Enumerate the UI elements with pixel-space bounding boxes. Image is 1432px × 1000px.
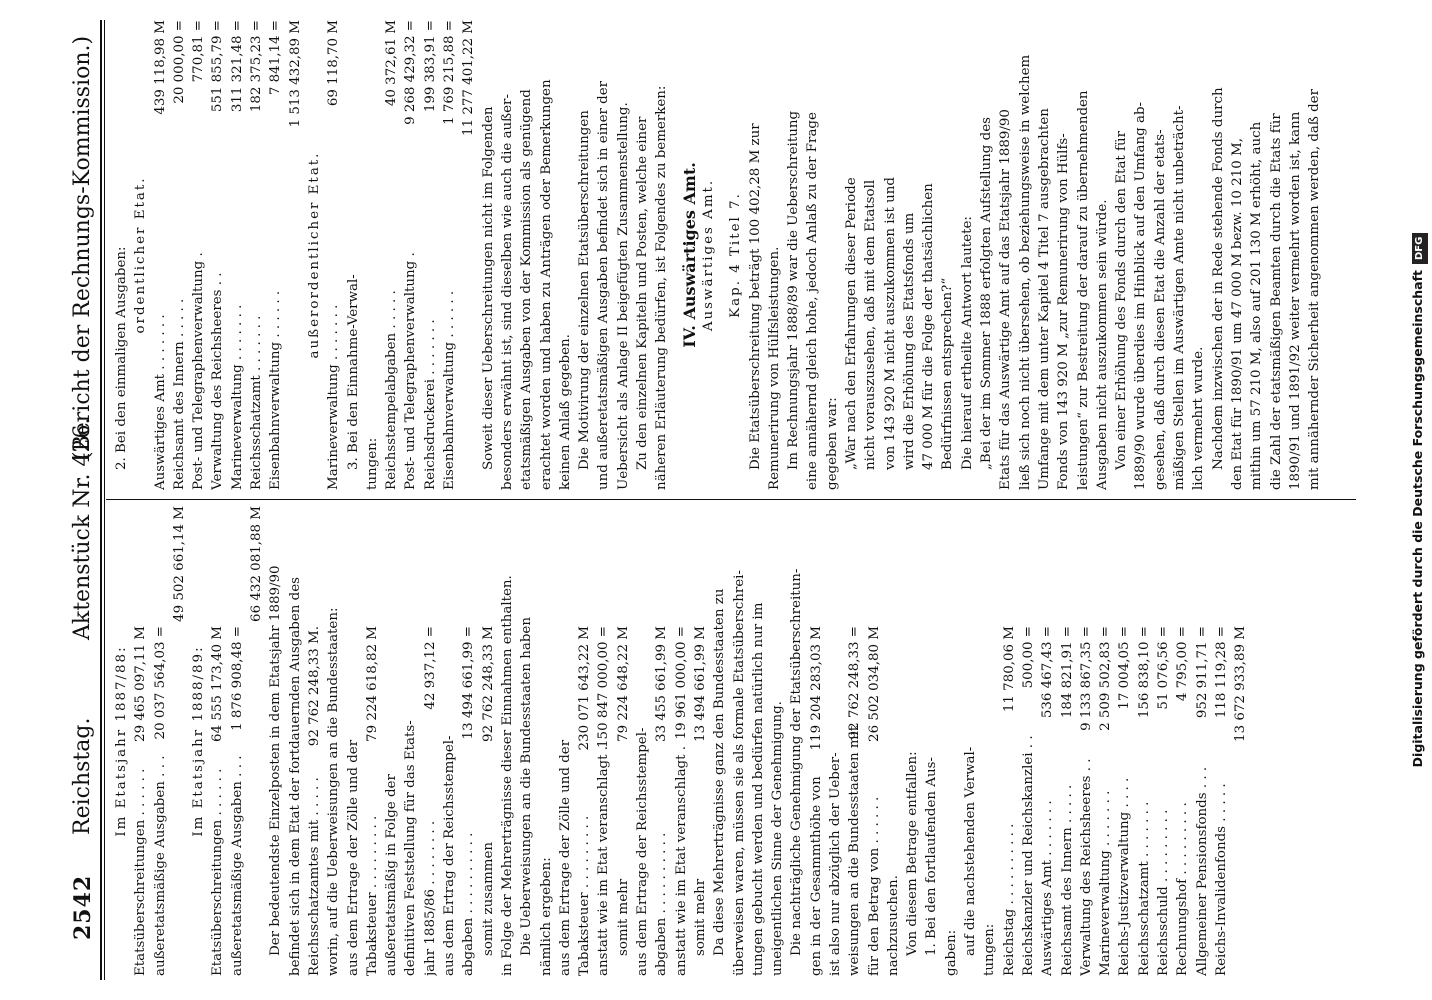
paragraph-line bbox=[1209, 20, 1228, 490]
row-amount: 4 795,00 = bbox=[1175, 626, 1191, 702]
section-heading bbox=[189, 506, 208, 976]
row-amount: 1 876 908,48 = bbox=[228, 626, 247, 731]
row-amount: 92 762 248,33 M. bbox=[306, 626, 322, 747]
row-label: Reichsschatzamt . . . . . . . bbox=[1136, 801, 1152, 976]
row-label: Etatsüberschreitungen . . . . . . bbox=[210, 768, 226, 976]
spacer bbox=[672, 20, 680, 490]
paragraph-line bbox=[900, 20, 919, 490]
row-label: Reichsdruckerei . . . . . . . bbox=[422, 319, 438, 490]
text-line bbox=[1035, 20, 1054, 490]
paragraph-line bbox=[842, 20, 861, 490]
text-line-text: Ausgaben nicht auszukommen sein würde. bbox=[1094, 199, 1110, 490]
paragraph-line bbox=[977, 20, 996, 490]
text-line bbox=[498, 506, 517, 976]
paragraph-line-text: Soweit dieser Ueberschreitungen nicht im Folgenden bbox=[480, 106, 496, 470]
text-line bbox=[517, 20, 536, 490]
left-column bbox=[112, 506, 1251, 976]
text-line bbox=[594, 20, 613, 490]
table-row bbox=[189, 20, 208, 490]
paragraph-line-text: Die Motivirung der einzelnen Etatsüberschreitungen bbox=[577, 110, 593, 470]
row-label: Reichsamt des Innern . . . . . bbox=[1059, 784, 1075, 976]
row-total: 1 769 215,88 = bbox=[440, 20, 459, 125]
row-label: somit mehr bbox=[615, 878, 631, 956]
text-line bbox=[537, 506, 556, 976]
text-line-text: 1889/90 wurde überdies im Hinblick auf den Umfang ab- bbox=[1133, 101, 1149, 490]
table-row bbox=[691, 506, 710, 976]
row-amount: 952 911,71 = bbox=[1194, 626, 1210, 719]
paragraph-line bbox=[1112, 20, 1131, 490]
table-row bbox=[363, 506, 382, 976]
text-line bbox=[823, 20, 842, 490]
text-line bbox=[440, 506, 459, 976]
table-row bbox=[170, 506, 189, 976]
text-line bbox=[498, 20, 517, 490]
header-title: (Bericht der Rechnungs-Kommission.) bbox=[70, 35, 95, 460]
row-amount: 536 467,43 = bbox=[1040, 626, 1056, 719]
table-row bbox=[1212, 506, 1231, 976]
row-amount: 33 455 661,99 M bbox=[654, 626, 670, 742]
table-row bbox=[247, 20, 266, 490]
table-row bbox=[826, 506, 845, 976]
text-line bbox=[556, 506, 575, 976]
row-label: Marineverwaltung . . . . . . . bbox=[1098, 790, 1114, 976]
text-line-text: außeretatsmäßig in Folge der bbox=[384, 774, 400, 976]
row-label: weisungen an die Bundesstaaten mit bbox=[847, 725, 863, 976]
row-label: Post- und Telegraphenverwaltung . bbox=[191, 252, 207, 490]
row-amount: 13 494 661,99 M bbox=[692, 626, 708, 742]
right-column bbox=[112, 20, 1324, 490]
table-row bbox=[614, 506, 633, 976]
paragraph-line-text: 1. Bei den fortlaufenden Aus- bbox=[924, 757, 940, 956]
section-heading bbox=[726, 20, 745, 490]
text-line-text: gesehen, daß durch diesen Etat die Anzahl der etats- bbox=[1152, 129, 1168, 490]
table-row bbox=[208, 20, 227, 490]
row-label: Marineverwaltung . . . . . . . bbox=[326, 304, 342, 490]
paragraph-line-text: 2. Bei den einmaligen Ausgaben: bbox=[114, 246, 129, 470]
row-total: 40 372,61 M bbox=[384, 20, 400, 107]
row-amount: 11 780,06 M bbox=[1001, 626, 1017, 713]
row-label: Rechnungshof . . . . . . . . . bbox=[1175, 802, 1191, 976]
row-amount: 79 224 618,82 M bbox=[364, 626, 380, 742]
text-line-text: besonders erwähnt ist, sind dieselben wie auch die außer- bbox=[499, 94, 515, 490]
row-label: Marineverwaltung . . . . . . . bbox=[229, 304, 245, 490]
row-amount: 13 672 933,89 M bbox=[1233, 626, 1249, 742]
paragraph-line-text: Die hierauf ertheilte Antwort lautete: bbox=[959, 216, 975, 470]
paragraph-line-text: nicht vorauszusehen, daß mit dem Etatsoll bbox=[863, 179, 879, 470]
row-total: 199 383,91 = bbox=[422, 20, 438, 113]
text-line-text: Uebersicht als Anlage II beigefügten Zusammenstellung. bbox=[615, 102, 631, 490]
row-label: Etatsüberschreitungen . . . . . . bbox=[133, 768, 149, 976]
text-line bbox=[344, 506, 363, 976]
paragraph-line bbox=[479, 20, 498, 490]
paragraph-line bbox=[344, 20, 363, 490]
text-line-text: befindet sich in dem Etat der fortdauernden Ausgaben des bbox=[287, 576, 303, 976]
text-line-text: nachzusuchen. bbox=[885, 875, 901, 976]
text-line-text: tungen gebucht werden und bedürfen natürlich nur im bbox=[750, 602, 766, 976]
row-amount: 20 037 564,03 = bbox=[151, 626, 170, 739]
paragraph-line-text: Von diesem Betrage entfallen: bbox=[905, 751, 921, 956]
text-line-text: aus dem Ertrag der Reichsstempel- bbox=[442, 735, 458, 976]
text-line-text: mit annähernder Sicherheit angenommen werden, daß der bbox=[1307, 89, 1323, 490]
text-line-text: ließ sich noch nicht übersehen, ob beziehungsweise in welchem bbox=[1017, 54, 1033, 490]
text-line-text: etatsmäßigen Ausgaben von der Kommission als genügend bbox=[519, 89, 535, 490]
table-row bbox=[266, 20, 285, 490]
table-row bbox=[459, 506, 478, 976]
table-row bbox=[807, 506, 826, 976]
row-label: Reichs-Justizverwaltung . . . . bbox=[1117, 777, 1133, 976]
row-total: 770,81 = bbox=[191, 20, 207, 83]
text-line bbox=[556, 20, 575, 490]
paragraph-line bbox=[266, 506, 285, 976]
text-line-text: Etats für das Auswärtige Amt auf das Etatsjahr 1889/90 bbox=[998, 109, 1014, 490]
row-label: außeretatsmäßige Ausgaben . . . bbox=[152, 755, 168, 976]
text-line-text: mithin um 57 210 M, also auf 201 130 M erhöht, auch bbox=[1249, 121, 1265, 490]
row-amount: 51 076,56 = bbox=[1156, 626, 1172, 710]
paragraph-line bbox=[633, 20, 652, 490]
section-heading bbox=[305, 20, 324, 490]
text-line-text: leistungen“ zur Bestreitung der darauf zu übernehmenden bbox=[1075, 90, 1091, 490]
header-rule-thin bbox=[104, 20, 105, 980]
text-line-text: erachtet worden und haben zu Anträgen oder Bemerkungen bbox=[538, 79, 554, 490]
table-row bbox=[865, 506, 884, 976]
text-line bbox=[1247, 20, 1266, 490]
row-amount: 92 762 248,33 = bbox=[845, 626, 864, 739]
row-amount: 92 762 248,33 M bbox=[480, 626, 496, 742]
paragraph-line-text: wird die Erhöhung des Etatsfonds um bbox=[901, 212, 917, 470]
text-line-text: überweisen waren, müssen sie als formale Etatsüberschrei- bbox=[731, 570, 747, 976]
paragraph-line-text: Die Ueberweisungen an die Bundesstaaten haben bbox=[519, 617, 535, 956]
table-row bbox=[1135, 506, 1154, 976]
row-amount: 26 502 034,80 M bbox=[866, 626, 882, 742]
table-row bbox=[1173, 506, 1192, 976]
row-label: Post- und Telegraphenverwaltung . bbox=[403, 252, 419, 490]
paragraph-line-text: von 143 920 M nicht auszukommen ist und bbox=[882, 177, 898, 470]
row-amount: 230 071 643,22 M bbox=[577, 626, 593, 751]
text-line-text: tungen: bbox=[982, 923, 998, 976]
paragraph-line bbox=[938, 20, 957, 490]
text-line-text: näheren Erläuterung bedürfen, ist Folgendes zu bemerken: bbox=[654, 85, 670, 490]
paragraph-line bbox=[787, 506, 806, 976]
row-label: Allgemeiner Pensionsfonds . . . bbox=[1194, 766, 1210, 976]
row-total: 11 277 401,22 M bbox=[461, 20, 477, 136]
row-amount: 150 847 000,00 = bbox=[594, 626, 613, 748]
row-total: 66 432 081,88 M bbox=[249, 506, 265, 622]
row-label: Verwaltung des Reichsheeres . . bbox=[210, 272, 226, 490]
row-total: 311 321,48 = bbox=[229, 20, 245, 113]
text-line bbox=[363, 20, 382, 490]
paragraph-line bbox=[958, 20, 977, 490]
text-line-text: lich vermehrt wurde. bbox=[1191, 346, 1207, 490]
row-label: Tabaksteuer . . . . . . . . . bbox=[364, 815, 380, 976]
paragraph-line-text: auf die nachstehenden Verwal- bbox=[963, 746, 979, 956]
text-line-text: gaben: bbox=[943, 929, 959, 976]
text-line bbox=[1305, 20, 1324, 490]
text-line-text: aus dem Ertrage der Zölle und der bbox=[345, 739, 361, 976]
text-line bbox=[980, 506, 999, 976]
table-row bbox=[1231, 506, 1250, 976]
row-label: somit zusammen bbox=[480, 841, 496, 956]
row-label: Eisenbahnverwaltung . . . . . . bbox=[442, 290, 458, 490]
row-label: Reichsschuld . . . . . . . . . bbox=[1156, 809, 1172, 976]
paragraph-line bbox=[710, 506, 729, 976]
paragraph-line bbox=[784, 20, 803, 490]
row-label: anstatt wie im Etat veranschlagt . bbox=[673, 745, 689, 976]
table-row bbox=[1038, 506, 1057, 976]
row-label: Auswärtiges Amt . . . . . . . bbox=[152, 314, 168, 490]
text-line bbox=[1228, 20, 1247, 490]
paragraph-line bbox=[746, 20, 765, 490]
column-divider bbox=[106, 499, 1356, 500]
text-line bbox=[286, 506, 305, 976]
table-row bbox=[1000, 506, 1019, 976]
row-label: Tabaksteuer . . . . . . . . . bbox=[577, 815, 593, 976]
row-amount: 118 119,28 = bbox=[1212, 626, 1231, 718]
page-number: 2542 bbox=[70, 874, 96, 940]
text-line-text: mäßigen Stellen im Auswärtigen Amte nicht unbeträcht- bbox=[1172, 105, 1188, 490]
text-line-text: uneigentlichen Sinne der Genehmigung. bbox=[770, 701, 786, 976]
table-row bbox=[421, 20, 440, 490]
row-amount: 9 133 867,35 = bbox=[1078, 626, 1094, 731]
table-row bbox=[286, 20, 305, 490]
paragraph-line bbox=[861, 20, 880, 490]
row-label: somit mehr bbox=[692, 878, 708, 956]
paragraph-line-text: Die Etatsüberschreitung beträgt 100 402,28 M zur bbox=[747, 123, 763, 470]
text-line bbox=[1170, 20, 1189, 490]
row-total: 20 000,00 = bbox=[171, 20, 187, 104]
text-line-text: definitiven Feststellung für das Etats- bbox=[403, 720, 419, 976]
row-label: Auswärtiges Amt . . . . . . . bbox=[1040, 800, 1056, 976]
table-row bbox=[652, 506, 671, 976]
paragraph-line bbox=[517, 506, 536, 976]
row-amount: 29 465 097,11 M bbox=[133, 626, 149, 742]
text-line-text: Remunerirung von Hülfsleistungen. bbox=[766, 246, 782, 490]
row-total: 69 118,70 M bbox=[326, 20, 342, 107]
text-line bbox=[730, 506, 749, 976]
text-line-text: die Zahl der etatsmäßigen Beamten durch die Etats für bbox=[1268, 113, 1284, 490]
text-line bbox=[1189, 20, 1208, 490]
row-amount: 42 937,12 = bbox=[422, 626, 438, 710]
table-row bbox=[421, 506, 440, 976]
text-line bbox=[1093, 20, 1112, 490]
table-row bbox=[459, 20, 478, 490]
row-label: abgaben . . . . . . . . . . bbox=[654, 832, 670, 976]
section-heading-text: Im Etatsjahr 1888/89: bbox=[191, 645, 207, 837]
row-label: Reichsamt des Innern . . . . . bbox=[171, 298, 187, 490]
text-line bbox=[1074, 20, 1093, 490]
text-line bbox=[942, 506, 961, 976]
row-label: Reichsschatzamt . . . . . . . bbox=[249, 315, 265, 490]
section-heading-text: Im Etatsjahr 1887/88: bbox=[114, 645, 129, 837]
row-total: 182 375,23 = bbox=[249, 20, 265, 113]
header-reichstag: Reichstag. bbox=[70, 717, 95, 835]
row-amount: 156 838,10 = bbox=[1136, 626, 1152, 719]
paragraph-line bbox=[922, 506, 941, 976]
table-row bbox=[845, 506, 864, 976]
text-line bbox=[382, 506, 401, 976]
table-row bbox=[131, 506, 150, 976]
row-total: 439 118,98 M bbox=[152, 20, 168, 115]
row-label: Verwaltung des Reichsheeres . . bbox=[1078, 758, 1094, 976]
row-label: Eisenbahnverwaltung . . . . . . bbox=[268, 290, 284, 490]
text-line bbox=[1131, 20, 1150, 490]
row-amount: 19 961 000,00 = bbox=[672, 626, 691, 739]
table-row bbox=[594, 506, 613, 976]
row-label: Reichsstempelabgaben . . . . . bbox=[384, 290, 400, 490]
section-heading-text: ordentlicher Etat. bbox=[133, 176, 149, 334]
row-label: ist also nur abzüglich der Ueber- bbox=[827, 752, 843, 976]
text-line bbox=[1267, 20, 1286, 490]
text-line bbox=[749, 506, 768, 976]
paragraph-line-text: Da diese Mehrerträgnisse ganz den Bundesstaaten zu bbox=[712, 588, 728, 956]
row-amount: 79 224 648,22 M bbox=[615, 626, 631, 742]
row-total: 551 855,79 = bbox=[210, 20, 226, 113]
row-label: außeretatsmäßige Ausgaben . . . bbox=[229, 755, 245, 976]
row-label: anstatt wie im Etat veranschlagt . bbox=[596, 745, 612, 976]
table-row bbox=[170, 20, 189, 490]
paragraph-line bbox=[575, 20, 594, 490]
row-label: Reichskanzler und Reichskanzlei . . bbox=[1020, 735, 1036, 976]
spacer bbox=[718, 20, 726, 490]
table-row bbox=[228, 20, 247, 490]
table-row bbox=[479, 506, 498, 976]
table-row bbox=[575, 506, 594, 976]
text-line-text: und außeretatsmäßigen Ausgaben befindet sich in einer der bbox=[596, 80, 612, 490]
text-line bbox=[765, 20, 784, 490]
text-line bbox=[652, 20, 671, 490]
chapter-title bbox=[680, 20, 699, 490]
paragraph-line-text: Die nachträgliche Genehmigung der Etatsüberschreitun- bbox=[789, 568, 805, 956]
section-heading bbox=[699, 20, 718, 490]
table-row bbox=[151, 20, 170, 490]
header-aktenstueck: Aktenstück Nr. 426. bbox=[70, 417, 95, 640]
table-row bbox=[672, 506, 691, 976]
paragraph-line bbox=[112, 20, 131, 490]
table-row bbox=[1193, 506, 1212, 976]
paragraph-line-text: Der bedeutendste Einzelposten in dem Etatsjahr 1889/90 bbox=[268, 565, 284, 956]
text-line bbox=[1286, 20, 1305, 490]
paragraph-line bbox=[881, 20, 900, 490]
text-line-text: worin, auf die Ueberweisungen an die Bundesstaaten: bbox=[326, 607, 342, 976]
row-label: jahr 1885/86 . . . . . . . . bbox=[422, 820, 438, 976]
row-total: 9 268 429,32 = bbox=[403, 20, 419, 125]
table-row bbox=[247, 506, 266, 976]
table-row bbox=[382, 20, 401, 490]
section-heading-text: Kap. 4 Titel 7. bbox=[728, 192, 744, 318]
text-line-text: 1890/91 und 1891/92 weiter vermehrt worden ist, kann bbox=[1287, 111, 1303, 490]
row-amount: 184 821,91 = bbox=[1059, 626, 1075, 719]
paragraph-line-text: „Bei der im Sommer 1888 erfolgten Aufstellung des bbox=[979, 116, 995, 470]
paragraph-line-text: Zu den einzelnen Kapiteln und Posten, welche einer bbox=[635, 116, 651, 470]
paragraph-line-text: Von einer Erhöhung des Fonds durch den Etat für bbox=[1114, 130, 1130, 470]
paragraph-line-text: 3. Bei den Einnahme-Verwal- bbox=[345, 274, 361, 470]
text-line-text: den Etat für 1890/91 um 47 000 M bezw. 10 210 M, bbox=[1229, 138, 1245, 490]
row-label: Reichs-Invalidenfonds . . . . . bbox=[1213, 783, 1229, 976]
table-row bbox=[305, 506, 324, 976]
table-row bbox=[1115, 506, 1134, 976]
paragraph-line-text: 47 000 M für die Folge der thatsächlichen bbox=[921, 183, 937, 470]
row-amount: 119 204 283,03 M bbox=[808, 626, 824, 751]
paragraph-line bbox=[903, 506, 922, 976]
paragraph-line-text: „War nach den Erfahrungen dieser Periode bbox=[843, 177, 859, 470]
text-line bbox=[324, 506, 343, 976]
row-total: 7 841,14 = bbox=[266, 20, 285, 95]
dfg-badge: DFG bbox=[1412, 233, 1428, 264]
section-heading-text: Auswärtiges Amt. bbox=[700, 178, 716, 332]
text-line-text: aus dem Ertrage der Reichsstempel- bbox=[635, 727, 651, 976]
row-amount: 2 509 502,83 = bbox=[1098, 626, 1114, 731]
table-row bbox=[401, 20, 420, 490]
table-row bbox=[1019, 506, 1038, 976]
table-row bbox=[1154, 506, 1173, 976]
table-row bbox=[440, 20, 459, 490]
text-line bbox=[614, 20, 633, 490]
row-total: 1 513 432,89 M bbox=[287, 20, 303, 128]
text-line-text: Fonds von 143 920 M „zur Remunerirung von Hülfs- bbox=[1056, 133, 1072, 490]
text-line bbox=[803, 20, 822, 490]
row-label: Reichstag . . . . . . . . . . bbox=[1001, 823, 1017, 976]
text-line-text: tungen: bbox=[364, 437, 380, 490]
table-row bbox=[208, 506, 227, 976]
table-row bbox=[1058, 506, 1077, 976]
side-note bbox=[1405, 20, 1431, 980]
section-heading-text: außerordentlicher Etat. bbox=[306, 151, 322, 359]
text-line-text: Umfange mit dem unter Kapitel 4 Titel 7 ausgebrachten bbox=[1036, 108, 1052, 490]
text-line bbox=[633, 506, 652, 976]
table-row bbox=[324, 20, 343, 490]
section-heading bbox=[112, 506, 131, 976]
text-line bbox=[996, 20, 1015, 490]
row-amount: 500,00 = bbox=[1020, 626, 1036, 689]
text-line-text: gegeben war: bbox=[824, 397, 840, 490]
paragraph-line-text: Nachdem inzwischen der in Rede stehende Fonds durch bbox=[1210, 87, 1226, 470]
page-header bbox=[64, 20, 104, 980]
table-row bbox=[1096, 506, 1115, 976]
header-rule bbox=[100, 20, 102, 980]
text-line bbox=[1151, 20, 1170, 490]
text-line bbox=[1054, 20, 1073, 490]
text-line-text: eine annähernd gleich hohe, jedoch Anlaß zu der Frage bbox=[805, 112, 821, 490]
row-label: abgaben . . . . . . . . . . bbox=[461, 832, 477, 976]
text-line-text: aus dem Ertrage der Zölle und der bbox=[557, 739, 573, 976]
paragraph-line-text: Bedürfnissen entsprechen?“ bbox=[940, 277, 956, 470]
table-row bbox=[1077, 506, 1096, 976]
text-line bbox=[884, 506, 903, 976]
row-label: Reichsschatzamtes mit . . . . . bbox=[306, 777, 322, 976]
row-amount: 17 004,05 = bbox=[1117, 626, 1133, 710]
row-amount: 13 494 661,99 = bbox=[459, 626, 478, 739]
text-line bbox=[537, 20, 556, 490]
section-heading bbox=[131, 20, 150, 490]
text-line bbox=[768, 506, 787, 976]
row-label: für den Betrag von . . . . . . bbox=[866, 796, 882, 976]
paragraph-line bbox=[961, 506, 980, 976]
text-line bbox=[1016, 20, 1035, 490]
side-note-text: Digitalisierung gefördert durch die Deutsche Forschungsgemeinschaft bbox=[1410, 270, 1425, 768]
row-label: gen in der Gesammthöhe von bbox=[808, 776, 824, 976]
text-line-text: in Folge der Mehrerträgnisse dieser Einnahmen enthalten. bbox=[499, 575, 515, 976]
text-line bbox=[401, 506, 420, 976]
text-line-text: nämlich ergeben: bbox=[538, 857, 554, 976]
table-row bbox=[228, 506, 247, 976]
text-line-text: keinen Anlaß gegeben. bbox=[557, 334, 573, 490]
row-amount: 64 555 173,40 M bbox=[210, 626, 226, 742]
paragraph-line-text: Im Rechnungsjahr 1888/89 war die Ueberschreitung bbox=[786, 110, 802, 470]
table-row bbox=[151, 506, 170, 976]
row-total: 49 502 661,14 M bbox=[171, 506, 187, 622]
paragraph-line bbox=[919, 20, 938, 490]
chapter-title-text: IV. Auswärtiges Amt. bbox=[679, 162, 699, 348]
